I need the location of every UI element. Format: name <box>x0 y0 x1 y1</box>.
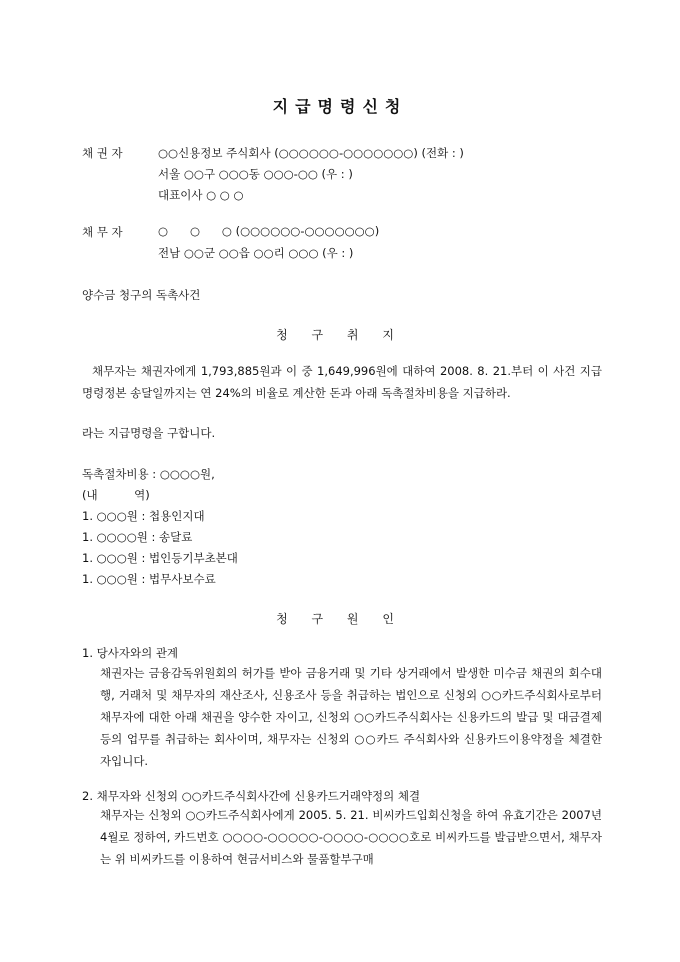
costs-breakdown-label: (내 역) <box>82 488 150 502</box>
document-title: 지급명령신청 <box>272 97 408 116</box>
debtor-line-1: ○ ○ ○ (○○○○○○-○○○○○○○) <box>158 224 380 238</box>
section-1-body: 채권자는 금융감독위원회의 허가를 받아 금융거래 및 기타 상거래에서 발생한 미수금 채권의 회수대행, 거래처 및 채무자의 재산조사, 신용조사 등을 취급하는 법인으로 신청외 ○○카드주식회사로부터 채무자에 대한 아래 채권을 양수한 자이고, 신청외 ○○카드주식회사는 신용카드의 발급 및 대금결제 등의 업무를 취급하는 회사이며, 채무자는 신청외 ○○카드 주식회사와 신용카드이용약정을 체결한 자입니다. <box>100 666 602 768</box>
creditor-line-3: 대표이사 ○ ○ ○ <box>158 188 244 202</box>
creditor-label: 채 권 자 <box>82 146 123 160</box>
costs-total: 독촉절차비용 : ○○○○원, <box>82 467 215 481</box>
section-2-body: 채무자는 신청외 ○○카드주식회사에게 2005. 5. 21. 비씨카드입회신청을 하여 유효기간은 2007년 4월로 정하여, 카드번호 ○○○○-○○○○○-○○○○-○○○○호로 비씨카드를 발급받으면서, 채무자는 위 비씨카드를 이용하여 현금서비스와 물품할부구매 <box>100 808 602 866</box>
case-name: 양수금 청구의 독촉사건 <box>82 288 201 302</box>
cost-item: 1. ○○○원 : 법인등기부초본대 <box>82 551 238 565</box>
claim-purpose-paragraph: 채무자는 채권자에게 1,793,885원과 이 중 1,649,996원에 대하여 2008. 8. 21.부터 이 사건 지급명령정본 송달일까지는 연 24%의 비율로 계산한 돈과 아래 독촉절차비용을 지급하라. <box>82 364 602 400</box>
creditor-line-1: ○○신용정보 주식회사 (○○○○○○-○○○○○○○) (전화 : ) <box>158 146 464 160</box>
creditor-line-2: 서울 ○○구 ○○○동 ○○○-○○ (우 : ) <box>158 167 353 181</box>
cost-item: 1. ○○○원 : 첩용인지대 <box>82 509 205 523</box>
cost-item: 1. ○○○원 : 법무사보수료 <box>82 572 216 586</box>
debtor-line-2: 전남 ○○군 ○○읍 ○○리 ○○○ (우 : ) <box>158 246 354 260</box>
section-1-title: 1. 당사자와의 관계 <box>82 646 179 660</box>
claim-purpose-closing: 라는 지급명령을 구합니다. <box>82 426 216 440</box>
claim-cause-heading: 청 구 원 인 <box>276 612 404 626</box>
debtor-label: 채 무 자 <box>82 225 123 239</box>
cost-item: 1. ○○○○원 : 송달료 <box>82 530 193 544</box>
claim-purpose-heading: 청 구 취 지 <box>276 328 404 342</box>
section-2-title: 2. 채무자와 신청외 ○○카드주식회사간에 신용카드거래약정의 체결 <box>82 789 421 803</box>
